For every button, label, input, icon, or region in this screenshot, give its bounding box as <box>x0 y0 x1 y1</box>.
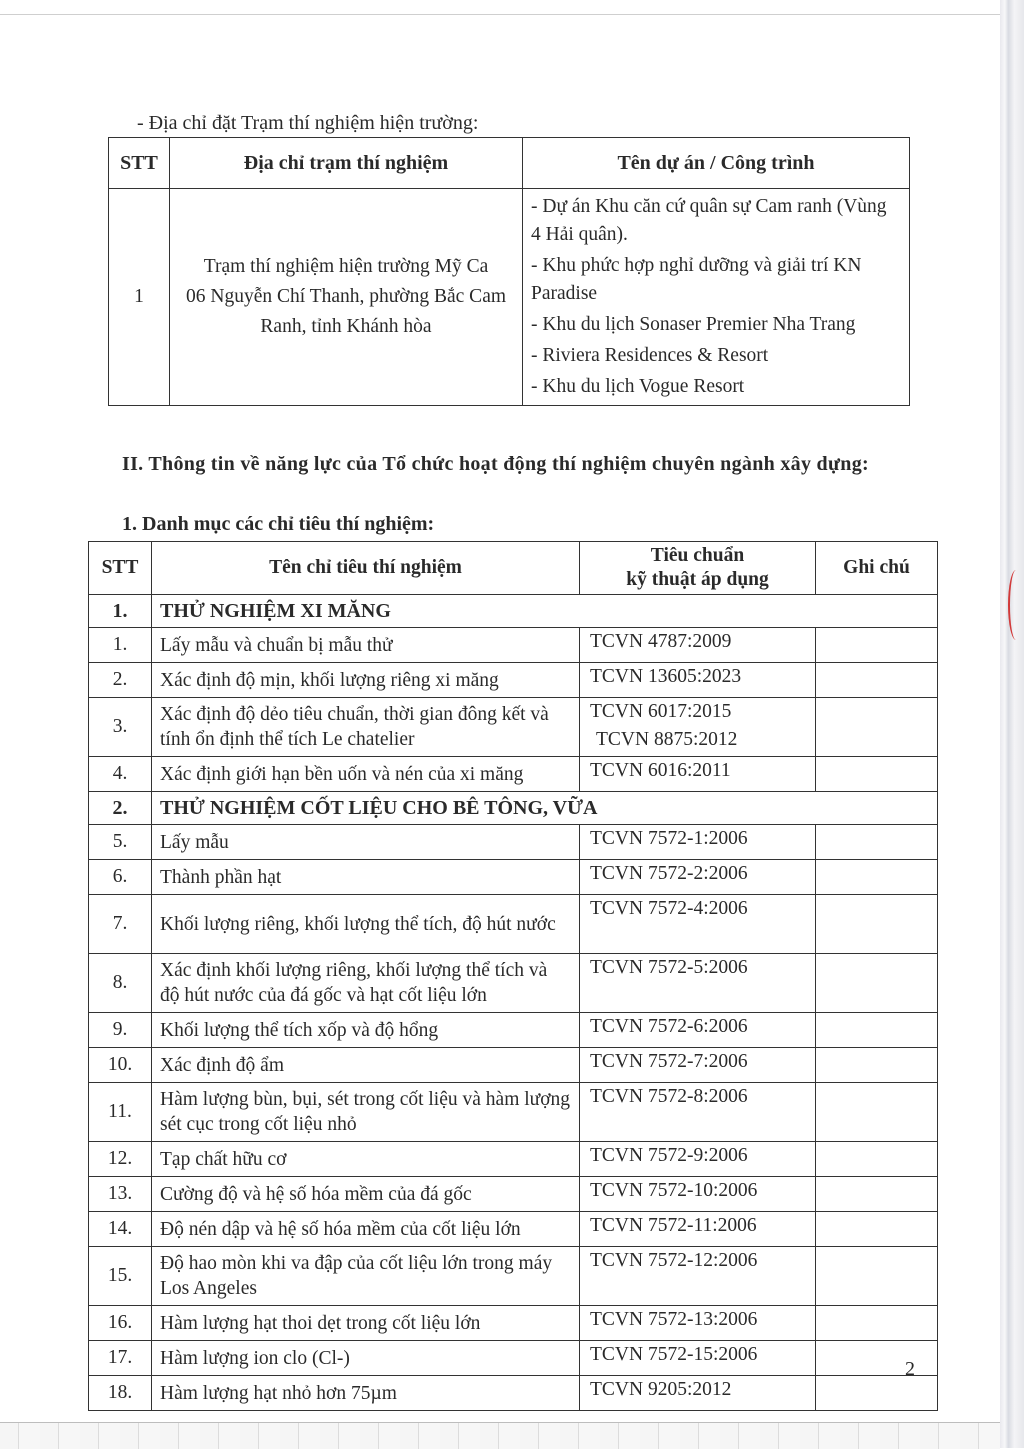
group-stt: 2. <box>89 792 152 825</box>
test-standard: TCVN 7572-6:2006 <box>580 1013 816 1048</box>
station-row <box>109 189 910 406</box>
scan-edge-right <box>1000 0 1024 1448</box>
test-stt: 4. <box>89 757 152 792</box>
test-row <box>89 1376 938 1411</box>
test-stt: 9. <box>89 1013 152 1048</box>
test-stt: 6. <box>89 860 152 895</box>
test-note <box>816 825 938 860</box>
test-note <box>816 860 938 895</box>
test-name: Khối lượng riêng, khối lượng thể tích, độ hút nước <box>152 895 580 954</box>
station-table <box>108 137 910 406</box>
test-row <box>89 1306 938 1341</box>
station-intro-text: - Địa chỉ đặt Trạm thí nghiệm hiện trường: <box>137 112 479 134</box>
test-note <box>816 1142 938 1177</box>
test-standard: TCVN 7572-5:2006 <box>580 954 816 1013</box>
test-table <box>88 541 938 1411</box>
station-projects <box>523 189 910 406</box>
test-name: Hàm lượng bùn, bụi, sét trong cốt liệu và hàm lượng sét cục trong cốt liệu nhỏ <box>152 1083 580 1142</box>
test-note <box>816 1247 938 1306</box>
test-stt: 11. <box>89 1083 152 1142</box>
test-standard: TCVN 7572-8:2006 <box>580 1083 816 1142</box>
test-name: Tạp chất hữu cơ <box>152 1142 580 1177</box>
test-standard: TCVN 4787:2009 <box>580 628 816 663</box>
test-standard <box>580 698 816 757</box>
test-name: Hàm lượng ion clo (Cl-) <box>152 1341 580 1376</box>
test-note <box>816 1013 938 1048</box>
test-row <box>89 628 938 663</box>
group-title: THỬ NGHIỆM XI MĂNG <box>152 595 938 628</box>
group-row <box>89 792 938 825</box>
test-row <box>89 895 938 954</box>
test-row <box>89 663 938 698</box>
test-name: Xác định độ ẩm <box>152 1048 580 1083</box>
test-name: Lấy mẫu và chuẩn bị mẫu thử <box>152 628 580 663</box>
header-stt: STT <box>109 138 170 189</box>
stamp-mark <box>1008 570 1024 640</box>
station-name: Trạm thí nghiệm hiện trường Mỹ Ca <box>203 256 489 277</box>
test-standard: TCVN 7572-15:2006 <box>580 1341 816 1376</box>
test-stt: 15. <box>89 1247 152 1306</box>
test-row <box>89 757 938 792</box>
scan-edge-bottom <box>0 1422 1000 1449</box>
page-number: 2 <box>905 1358 915 1380</box>
test-row <box>89 860 938 895</box>
test-standard: TCVN 7572-4:2006 <box>580 895 816 954</box>
test-standard: TCVN 7572-7:2006 <box>580 1048 816 1083</box>
test-name: Lấy mẫu <box>152 825 580 860</box>
standard-line: TCVN 8875:2012 <box>596 729 738 750</box>
test-table-body <box>89 595 938 1411</box>
header-address: Địa chỉ trạm thí nghiệm <box>170 138 523 189</box>
test-row <box>89 1247 938 1306</box>
test-note <box>816 1212 938 1247</box>
test-name: Độ nén dập và hệ số hóa mềm của cốt liệu lớn <box>152 1212 580 1247</box>
test-standard: TCVN 7572-1:2006 <box>580 825 816 860</box>
test-stt: 2. <box>89 663 152 698</box>
test-row <box>89 1048 938 1083</box>
station-stt: 1 <box>109 189 170 406</box>
test-name: Thành phần hạt <box>152 860 580 895</box>
test-row <box>89 698 938 757</box>
test-note <box>816 895 938 954</box>
test-note <box>816 757 938 792</box>
test-standard: TCVN 7572-9:2006 <box>580 1142 816 1177</box>
test-note <box>816 663 938 698</box>
test-row <box>89 1177 938 1212</box>
test-name: Cường độ và hệ số hóa mềm của đá gốc <box>152 1177 580 1212</box>
test-note <box>816 1376 938 1411</box>
test-row <box>89 954 938 1013</box>
header-stt: STT <box>89 542 152 595</box>
test-note <box>816 1048 938 1083</box>
standard-line: TCVN 6017:2015 <box>590 701 732 722</box>
test-name: Xác định khối lượng riêng, khối lượng thể tích và độ hút nước của đá gốc và hạt cốt liệu lớn <box>152 954 580 1013</box>
test-note <box>816 954 938 1013</box>
test-standard: TCVN 7572-12:2006 <box>580 1247 816 1306</box>
station-address <box>170 189 523 406</box>
project-item: - Khu du lịch Sonaser Premier Nha Trang <box>531 314 856 335</box>
test-row <box>89 825 938 860</box>
test-table-header <box>89 542 938 595</box>
test-note <box>816 1306 938 1341</box>
group-title: THỬ NGHIỆM CỐT LIỆU CHO BÊ TÔNG, VỮA <box>152 792 938 825</box>
project-item: - Riviera Residences & Resort <box>531 345 769 366</box>
subsection-title: 1. Danh mục các chỉ tiêu thí nghiệm: <box>122 513 435 535</box>
scan-edge-top <box>0 14 1000 15</box>
test-standard: TCVN 6016:2011 <box>580 757 816 792</box>
test-note <box>816 1083 938 1142</box>
test-stt: 8. <box>89 954 152 1013</box>
test-standard: TCVN 7572-10:2006 <box>580 1177 816 1212</box>
header-test-name: Tên chỉ tiêu thí nghiệm <box>152 542 580 595</box>
test-name: Hàm lượng hạt thoi dẹt trong cốt liệu lớn <box>152 1306 580 1341</box>
test-name: Hàm lượng hạt nhỏ hơn 75µm <box>152 1376 580 1411</box>
section-title: II. Thông tin về năng lực của Tổ chức hoạt động thí nghiệm chuyên ngành xây dựng: <box>122 453 869 475</box>
test-row <box>89 1083 938 1142</box>
test-stt: 13. <box>89 1177 152 1212</box>
test-stt: 16. <box>89 1306 152 1341</box>
test-standard: TCVN 7572-13:2006 <box>580 1306 816 1341</box>
header-standard <box>580 542 816 595</box>
project-item: - Khu phức hợp nghỉ dưỡng và giải trí KN Paradise <box>531 255 862 304</box>
test-row <box>89 1142 938 1177</box>
test-name: Xác định độ mịn, khối lượng riêng xi măng <box>152 663 580 698</box>
station-table-header <box>109 138 910 189</box>
header-standard-line1: Tiêu chuẩn <box>650 545 745 566</box>
test-standard: TCVN 7572-11:2006 <box>580 1212 816 1247</box>
test-stt: 1. <box>89 628 152 663</box>
test-stt: 3. <box>89 698 152 757</box>
test-stt: 10. <box>89 1048 152 1083</box>
header-projects: Tên dự án / Công trình <box>523 138 910 189</box>
test-standard: TCVN 13605:2023 <box>580 663 816 698</box>
test-note <box>816 1341 938 1376</box>
test-stt: 12. <box>89 1142 152 1177</box>
test-row <box>89 1013 938 1048</box>
project-item: - Dự án Khu căn cứ quân sự Cam ranh (Vùng 4 Hải quân). <box>531 196 887 245</box>
test-row <box>89 1341 938 1376</box>
test-standard: TCVN 9205:2012 <box>580 1376 816 1411</box>
test-stt: 5. <box>89 825 152 860</box>
group-row <box>89 595 938 628</box>
test-stt: 18. <box>89 1376 152 1411</box>
header-standard-line2: kỹ thuật áp dụng <box>626 569 769 590</box>
test-note <box>816 1177 938 1212</box>
test-standard: TCVN 7572-2:2006 <box>580 860 816 895</box>
header-note: Ghi chú <box>816 542 938 595</box>
test-stt: 14. <box>89 1212 152 1247</box>
test-name: Xác định giới hạn bền uốn và nén của xi măng <box>152 757 580 792</box>
test-name: Xác định độ dẻo tiêu chuẩn, thời gian đông kết và tính ổn định thể tích Le chatelier <box>152 698 580 757</box>
test-note <box>816 628 938 663</box>
test-stt: 7. <box>89 895 152 954</box>
test-name: Khối lượng thể tích xốp và độ hổng <box>152 1013 580 1048</box>
project-item: - Khu du lịch Vogue Resort <box>531 376 745 397</box>
group-stt: 1. <box>89 595 152 628</box>
test-row <box>89 1212 938 1247</box>
station-street: 06 Nguyễn Chí Thanh, phường Bắc Cam Ranh, tỉnh Khánh hòa <box>185 286 507 337</box>
test-note <box>816 698 938 757</box>
test-name: Độ hao mòn khi va đập của cốt liệu lớn trong máy Los Angeles <box>152 1247 580 1306</box>
test-stt: 17. <box>89 1341 152 1376</box>
